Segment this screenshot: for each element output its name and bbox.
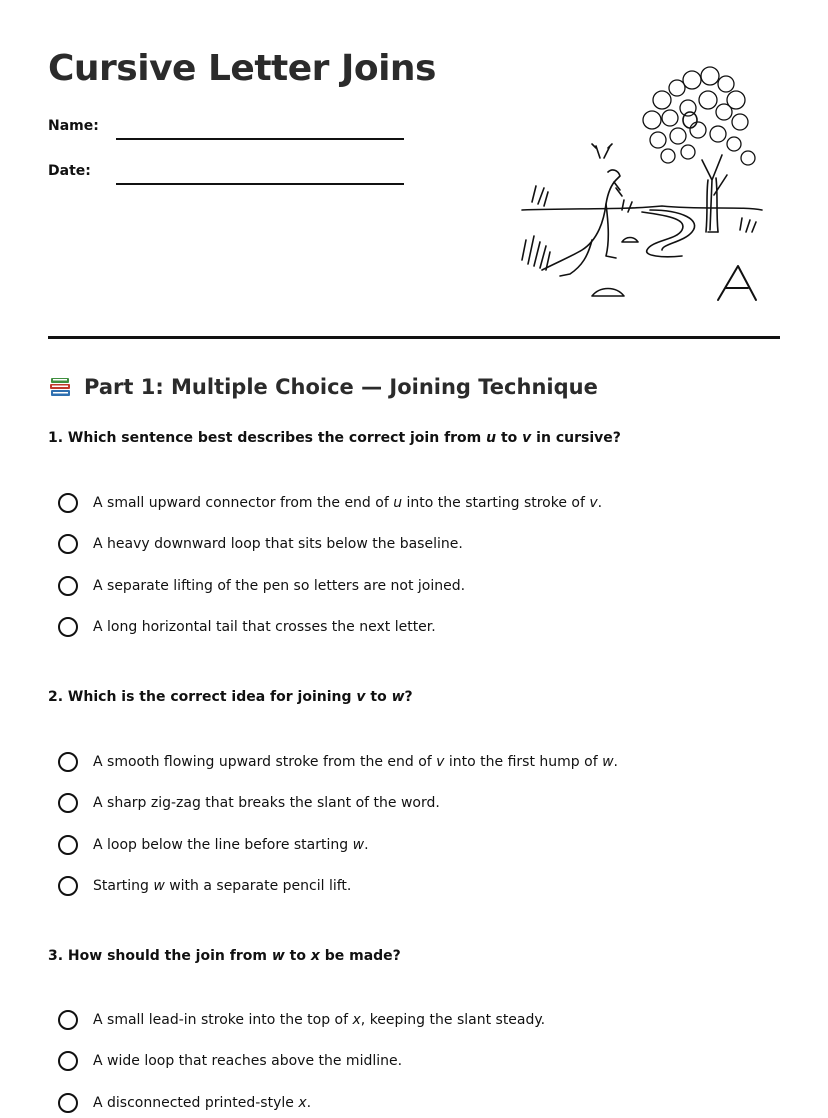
radio-button[interactable]: [58, 617, 78, 637]
radio-button[interactable]: [58, 876, 78, 896]
radio-button[interactable]: [58, 1093, 78, 1113]
q3-option-c[interactable]: A disconnected printed-style x.: [58, 1093, 311, 1113]
name-field[interactable]: [116, 138, 404, 140]
question-2: 2. Which is the correct idea for joining v to w?: [48, 689, 413, 705]
part1-title: Part 1: Multiple Choice — Joining Technique: [84, 375, 598, 399]
radio-button[interactable]: [58, 1010, 78, 1030]
q1-option-a[interactable]: A small upward connector from the end of u into the starting stroke of v.: [58, 493, 602, 513]
q2-option-c[interactable]: A loop below the line before starting w.: [58, 835, 369, 855]
radio-button[interactable]: [58, 835, 78, 855]
radio-button[interactable]: [58, 793, 78, 813]
kangaroo-tree-scene-icon: [512, 60, 764, 310]
part1-heading: [48, 374, 598, 400]
q1-option-b[interactable]: A heavy downward loop that sits below the baseline.: [58, 534, 463, 554]
name-label: Name:: [48, 118, 99, 134]
question-1: 1. Which sentence best describes the correct join from u to v in cursive?: [48, 430, 621, 446]
radio-button[interactable]: [58, 576, 78, 596]
radio-button[interactable]: [58, 752, 78, 772]
q3-option-a[interactable]: A small lead-in stroke into the top of x, keeping the slant steady.: [58, 1010, 545, 1030]
q2-option-a[interactable]: A smooth flowing upward stroke from the end of v into the first hump of w.: [58, 752, 618, 772]
page-title: Cursive Letter Joins: [48, 48, 436, 89]
q1-option-d[interactable]: A long horizontal tail that crosses the next letter.: [58, 617, 436, 637]
radio-button[interactable]: [58, 534, 78, 554]
header-divider: [48, 336, 780, 339]
books-icon: [48, 374, 74, 400]
date-field[interactable]: [116, 183, 404, 185]
radio-button[interactable]: [58, 1051, 78, 1071]
q3-option-b[interactable]: A wide loop that reaches above the midline.: [58, 1051, 402, 1071]
q2-option-b[interactable]: A sharp zig-zag that breaks the slant of the word.: [58, 793, 440, 813]
date-label: Date:: [48, 163, 91, 179]
q1-option-c[interactable]: A separate lifting of the pen so letters are not joined.: [58, 576, 465, 596]
question-3: 3. How should the join from w to x be made?: [48, 948, 401, 964]
q2-option-d[interactable]: Starting w with a separate pencil lift.: [58, 876, 351, 896]
radio-button[interactable]: [58, 493, 78, 513]
